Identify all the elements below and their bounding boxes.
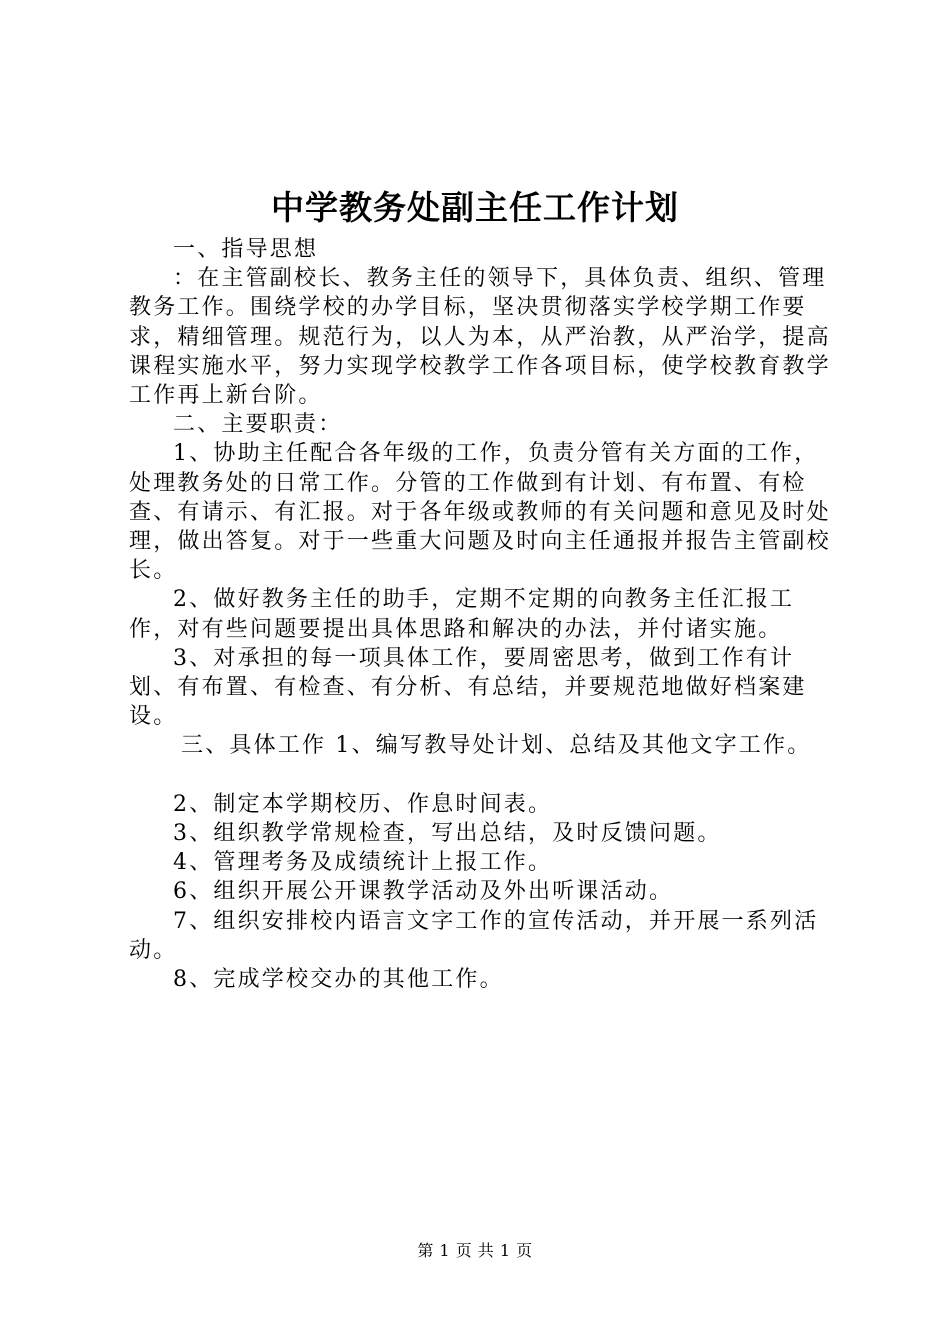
section-3-item: 4、管理考务及成绩统计上报工作。 — [173, 850, 553, 876]
section-2-item-1: 1、协助主任配合各年级的工作，负责分管有关方面的工作，处理教务处的日常工作。分管的工作做到有计划、有布置、有检查、有请示、有汇报。对于各年级或教师的有关问题和意见及时处理，做出答复。对于一些重大问题及时向主任通报并报告主管副校长。 — [129, 441, 831, 584]
section-3-item: 7、组织安排校内语言文字工作的宣传活动，并开展一系列活动。 — [129, 908, 819, 963]
document-body — [129, 235, 841, 994]
section-3-heading-line: 三、具体工作 1、编写教导处计划、总结及其他文字工作。 — [181, 733, 812, 759]
paragraph-gap — [129, 761, 841, 790]
section-2-item-3: 3、对承担的每一项具体工作，要周密思考，做到工作有计划、有布置、有检查、有分析、有总结，并要规范地做好档案建设。 — [129, 645, 807, 730]
section-2-item-2: 2、做好教务主任的助手，定期不定期的向教务主任汇报工作，对有些问题要提出具体思路和解决的办法，并付诸实施。 — [129, 587, 795, 642]
section-3-item: 6、组织开展公开课教学活动及外出听课活动。 — [173, 879, 674, 905]
section-1-heading: 一、指导思想 — [173, 237, 319, 262]
section-3-item: 3、组织教学常规检查，写出总结，及时反馈问题。 — [173, 821, 722, 847]
section-3-item: 8、完成学校交办的其他工作。 — [173, 967, 504, 993]
section-1-body: ：在主管副校长、教务主任的领导下，具体负责、组织、管理教务工作。围绕学校的办学目标，坚决贯彻落实学校学期工作要求，精细管理。规范行为，以人为本，从严治教，从严治学，提高课程实施水平，努力实现学校教学工作各项目标，使学校教育教学工作再上新台阶。 — [129, 266, 831, 409]
page-title: 中学教务处副主任工作计划 — [271, 188, 679, 227]
section-2-heading: 二、主要职责： — [173, 412, 343, 438]
page-footer: 第 1 页 共 1 页 — [417, 1241, 533, 1260]
section-3-item: 2、制定本学期校历、作息时间表。 — [173, 791, 553, 817]
